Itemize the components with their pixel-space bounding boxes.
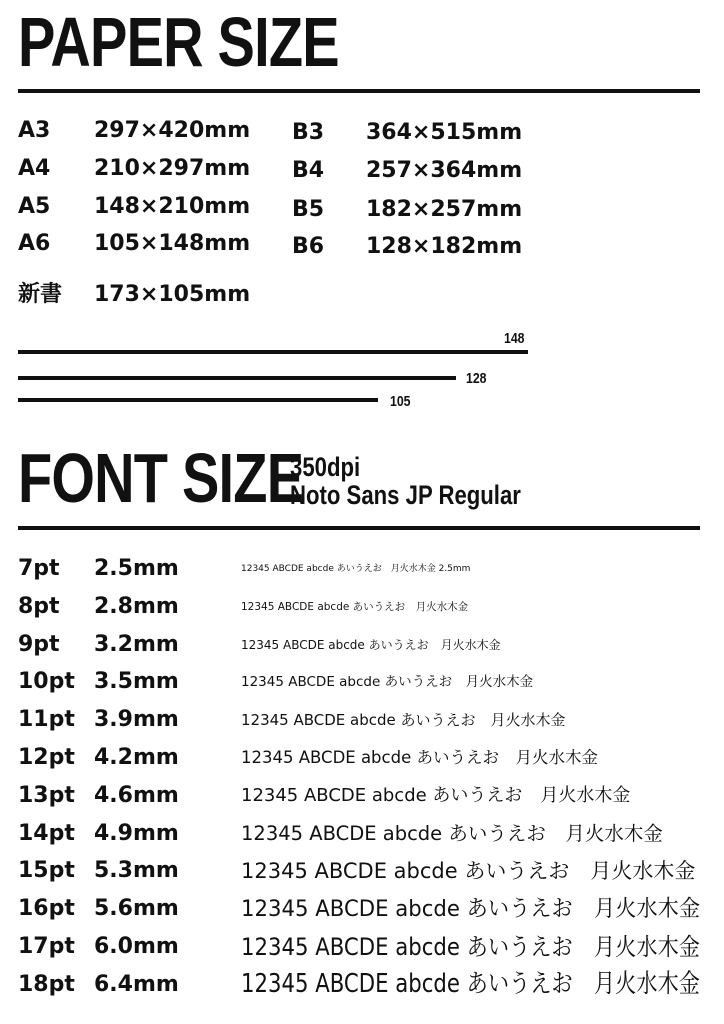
font-row-sample: 12345 ABCDE abcde あいうえお 月火水木金 xyxy=(241,600,469,613)
font-row-sample: 12345 ABCDE abcde あいうえお 月火水木金 xyxy=(241,747,598,767)
font-row-pt: 18pt xyxy=(18,971,75,997)
paper-shinsho-size: 173×105mm xyxy=(94,282,251,307)
width-bar-105-label: 105 xyxy=(390,393,411,410)
font-row-mm: 3.2mm xyxy=(94,631,179,657)
font-row-sample: 12345 ABCDE abcde あいうえお 月火水木金 xyxy=(241,858,696,883)
font-row-mm: 2.8mm xyxy=(94,593,179,619)
paper-shinsho-name: 新書 xyxy=(18,282,63,307)
font-row-sample: 12345 ABCDE abcde あいうえお 月火水木金 xyxy=(241,710,566,729)
paper-a6-name: A6 xyxy=(18,231,51,256)
font-row-sample: 12345 ABCDE abcde あいうえお 月火水木金 xyxy=(241,821,663,845)
paper-a5-size: 148×210mm xyxy=(94,194,251,219)
font-row-pt: 10pt xyxy=(18,669,75,695)
font-family-name: Noto Sans JP Regular xyxy=(290,480,521,510)
font-row-sample: 12345 ABCDE abcde あいうえお 月火水木金 xyxy=(241,784,631,806)
width-bar-128-label: 128 xyxy=(466,370,487,387)
font-row-sample: 12345 ABCDE abcde あいうえお 月火水木金 2.5mm xyxy=(241,563,471,574)
paper-section-divider xyxy=(18,89,700,93)
font-row-pt: 15pt xyxy=(18,858,75,884)
font-row-mm: 3.9mm xyxy=(94,707,179,733)
font-row-pt: 9pt xyxy=(18,631,60,657)
font-row-mm: 6.4mm xyxy=(94,971,179,997)
font-row-pt: 12pt xyxy=(18,745,75,770)
font-row-sample: 12345 ABCDE abcde あいうえお 月火水木金 xyxy=(241,637,501,652)
paper-b3-name: B3 xyxy=(292,120,325,145)
paper-b4-name: B4 xyxy=(292,158,325,183)
font-row-mm: 3.5mm xyxy=(94,669,179,695)
paper-a3-size: 297×420mm xyxy=(94,118,251,143)
font-row-pt: 17pt xyxy=(18,934,75,959)
font-row-mm: 5.6mm xyxy=(94,896,179,922)
font-row-mm: 6.0mm xyxy=(94,934,179,959)
width-bar-128 xyxy=(18,376,456,380)
paper-b4-size: 257×364mm xyxy=(366,158,523,183)
paper-a5-name: A5 xyxy=(18,194,51,219)
font-row-pt: 16pt xyxy=(18,896,75,922)
paper-b5-size: 182×257mm xyxy=(366,197,523,222)
font-row-mm: 2.5mm xyxy=(94,556,179,581)
font-row-mm: 4.6mm xyxy=(94,782,179,808)
font-row-mm: 4.2mm xyxy=(94,745,179,770)
font-row-sample: 12345 ABCDE abcde あいうえお 月火水木金 xyxy=(241,969,701,1000)
paper-a4-size: 210×297mm xyxy=(94,156,251,181)
font-row-pt: 11pt xyxy=(18,707,75,733)
width-bar-148-label: 148 xyxy=(504,330,525,347)
width-bar-105 xyxy=(18,398,378,402)
font-dpi: 350dpi xyxy=(290,452,361,482)
font-row-sample: 12345 ABCDE abcde あいうえお 月火水木金 xyxy=(241,895,701,922)
paper-a6-size: 105×148mm xyxy=(94,231,251,256)
font-row-mm: 4.9mm xyxy=(94,820,179,846)
font-row-pt: 13pt xyxy=(18,782,75,808)
font-row-pt: 8pt xyxy=(18,593,60,619)
font-size-title: FONT SIZE xyxy=(18,439,304,517)
paper-a4-name: A4 xyxy=(18,156,51,181)
font-row-pt: 7pt xyxy=(18,556,60,581)
width-bar-148 xyxy=(18,350,528,354)
font-row-mm: 5.3mm xyxy=(94,858,179,884)
paper-a3-name: A3 xyxy=(18,118,51,143)
paper-b5-name: B5 xyxy=(292,197,325,222)
font-row-sample: 12345 ABCDE abcde あいうえお 月火水木金 xyxy=(241,933,701,961)
font-row-sample: 12345 ABCDE abcde あいうえお 月火水木金 xyxy=(241,673,534,690)
paper-b3-size: 364×515mm xyxy=(366,120,523,145)
paper-b6-size: 128×182mm xyxy=(366,234,523,259)
paper-size-title: PAPER SIZE xyxy=(18,3,339,81)
paper-b6-name: B6 xyxy=(292,234,325,259)
font-section-divider xyxy=(18,526,700,530)
font-row-pt: 14pt xyxy=(18,820,75,846)
